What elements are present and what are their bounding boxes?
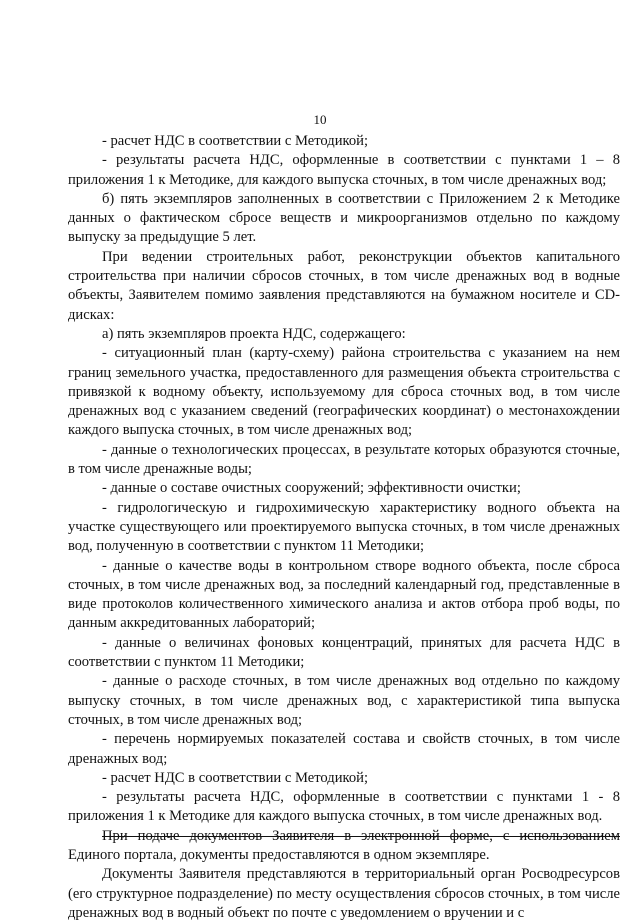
paragraph: - гидрологическую и гидрохимическую характеристику водного объекта на участке существующего или проектируемого выпуска сточных, в том числе дренажных вод, полученную в соответствии с пунктом 11 Методики; bbox=[68, 499, 620, 555]
paragraph: При ведении строительных работ, реконструкции объектов капитального строительства при наличии сбросов сточных, в том числе дренажных вод в водные объекты, Заявителем помимо заявления представляются на бумажном носителе и CD-дисках: bbox=[68, 248, 620, 323]
paragraph: - данные о расходе сточных, в том числе дренажных вод отдельно по каждому выпуску сточных, в том числе дренажных вод, с характеристикой типа выпуска сточных, в том числе дренажных вод; bbox=[68, 673, 620, 728]
paragraph: - результаты расчета НДС, оформленные в соответствии с пунктами 1 – 8 приложения 1 к Методике, для каждого выпуска сточных, в том числе дренажных вод; bbox=[68, 152, 620, 188]
paragraph: - данные о составе очистных сооружений; эффективности очистки; bbox=[102, 480, 521, 497]
strikethrough-paragraph bbox=[68, 827, 620, 866]
paragraph: - данные о качестве воды в контрольном створе водного объекта, после сброса сточных, в том числе дренажных вод, за последний календарный год, представленные в виде протоколов количественного химического анализа и актов отбора проб воды, по данным аккредитованных лабораторий; bbox=[68, 557, 620, 632]
paragraph: а) пять экземпляров проекта НДС, содержащего: bbox=[102, 325, 406, 342]
paragraph: - ситуационный план (карту-схему) района строительства с указанием на нем границ земельного участка, предоставленного для размещения объекта строительства с привязкой к водному объекту, используемому для сброса сточных вод, в том числе дренажных вод с указанием сведений (географических координат) о местонахождении каждого выпуска сточных, в том числе дренажных вод; bbox=[68, 345, 620, 439]
paragraph: - расчет НДС в соответствии с Методикой; bbox=[102, 133, 369, 149]
paragraph: - перечень нормируемых показателей состава и свойств сточных, в том числе дренажных вод; bbox=[68, 731, 620, 767]
paragraph: - результаты расчета НДС, оформленные в соответствии с пунктами 1 - 8 приложения 1 к Методике для каждого выпуска сточных, в том числе дренажных вод. bbox=[68, 789, 620, 825]
paragraph: Документы Заявителя представляются в территориальный орган Росводресурсов (его структурное подразделение) по месту осуществления сбросов сточных, в том числе дренажных вод в водный объект по почте с уведомлением о вручении и с bbox=[68, 866, 620, 921]
paragraph-continuation: Единого портала, документы предоставляются в одном экземпляре. bbox=[68, 846, 490, 863]
document-body bbox=[68, 132, 620, 923]
page-number: 10 bbox=[313, 112, 327, 127]
paragraph: - данные о величинах фоновых концентраций, принятых для расчета НДС в соответствии с пунктом 11 Методики; bbox=[68, 634, 620, 671]
paragraph: б) пять экземпляров заполненных в соответствии с Приложением 2 к Методике данных о фактическом сбросе веществ и микроорганизмов отдельно по каждому выпуску за предыдущие 5 лет. bbox=[68, 190, 620, 246]
paragraph: - расчет НДС в соответствии с Методикой; bbox=[102, 769, 369, 786]
struck-text: При подаче документов Заявителя в электронной форме, с использованием bbox=[102, 827, 620, 844]
paragraph: - данные о технологических процессах, в результате которых образуются сточные, в том числе дренажные воды; bbox=[68, 441, 620, 478]
